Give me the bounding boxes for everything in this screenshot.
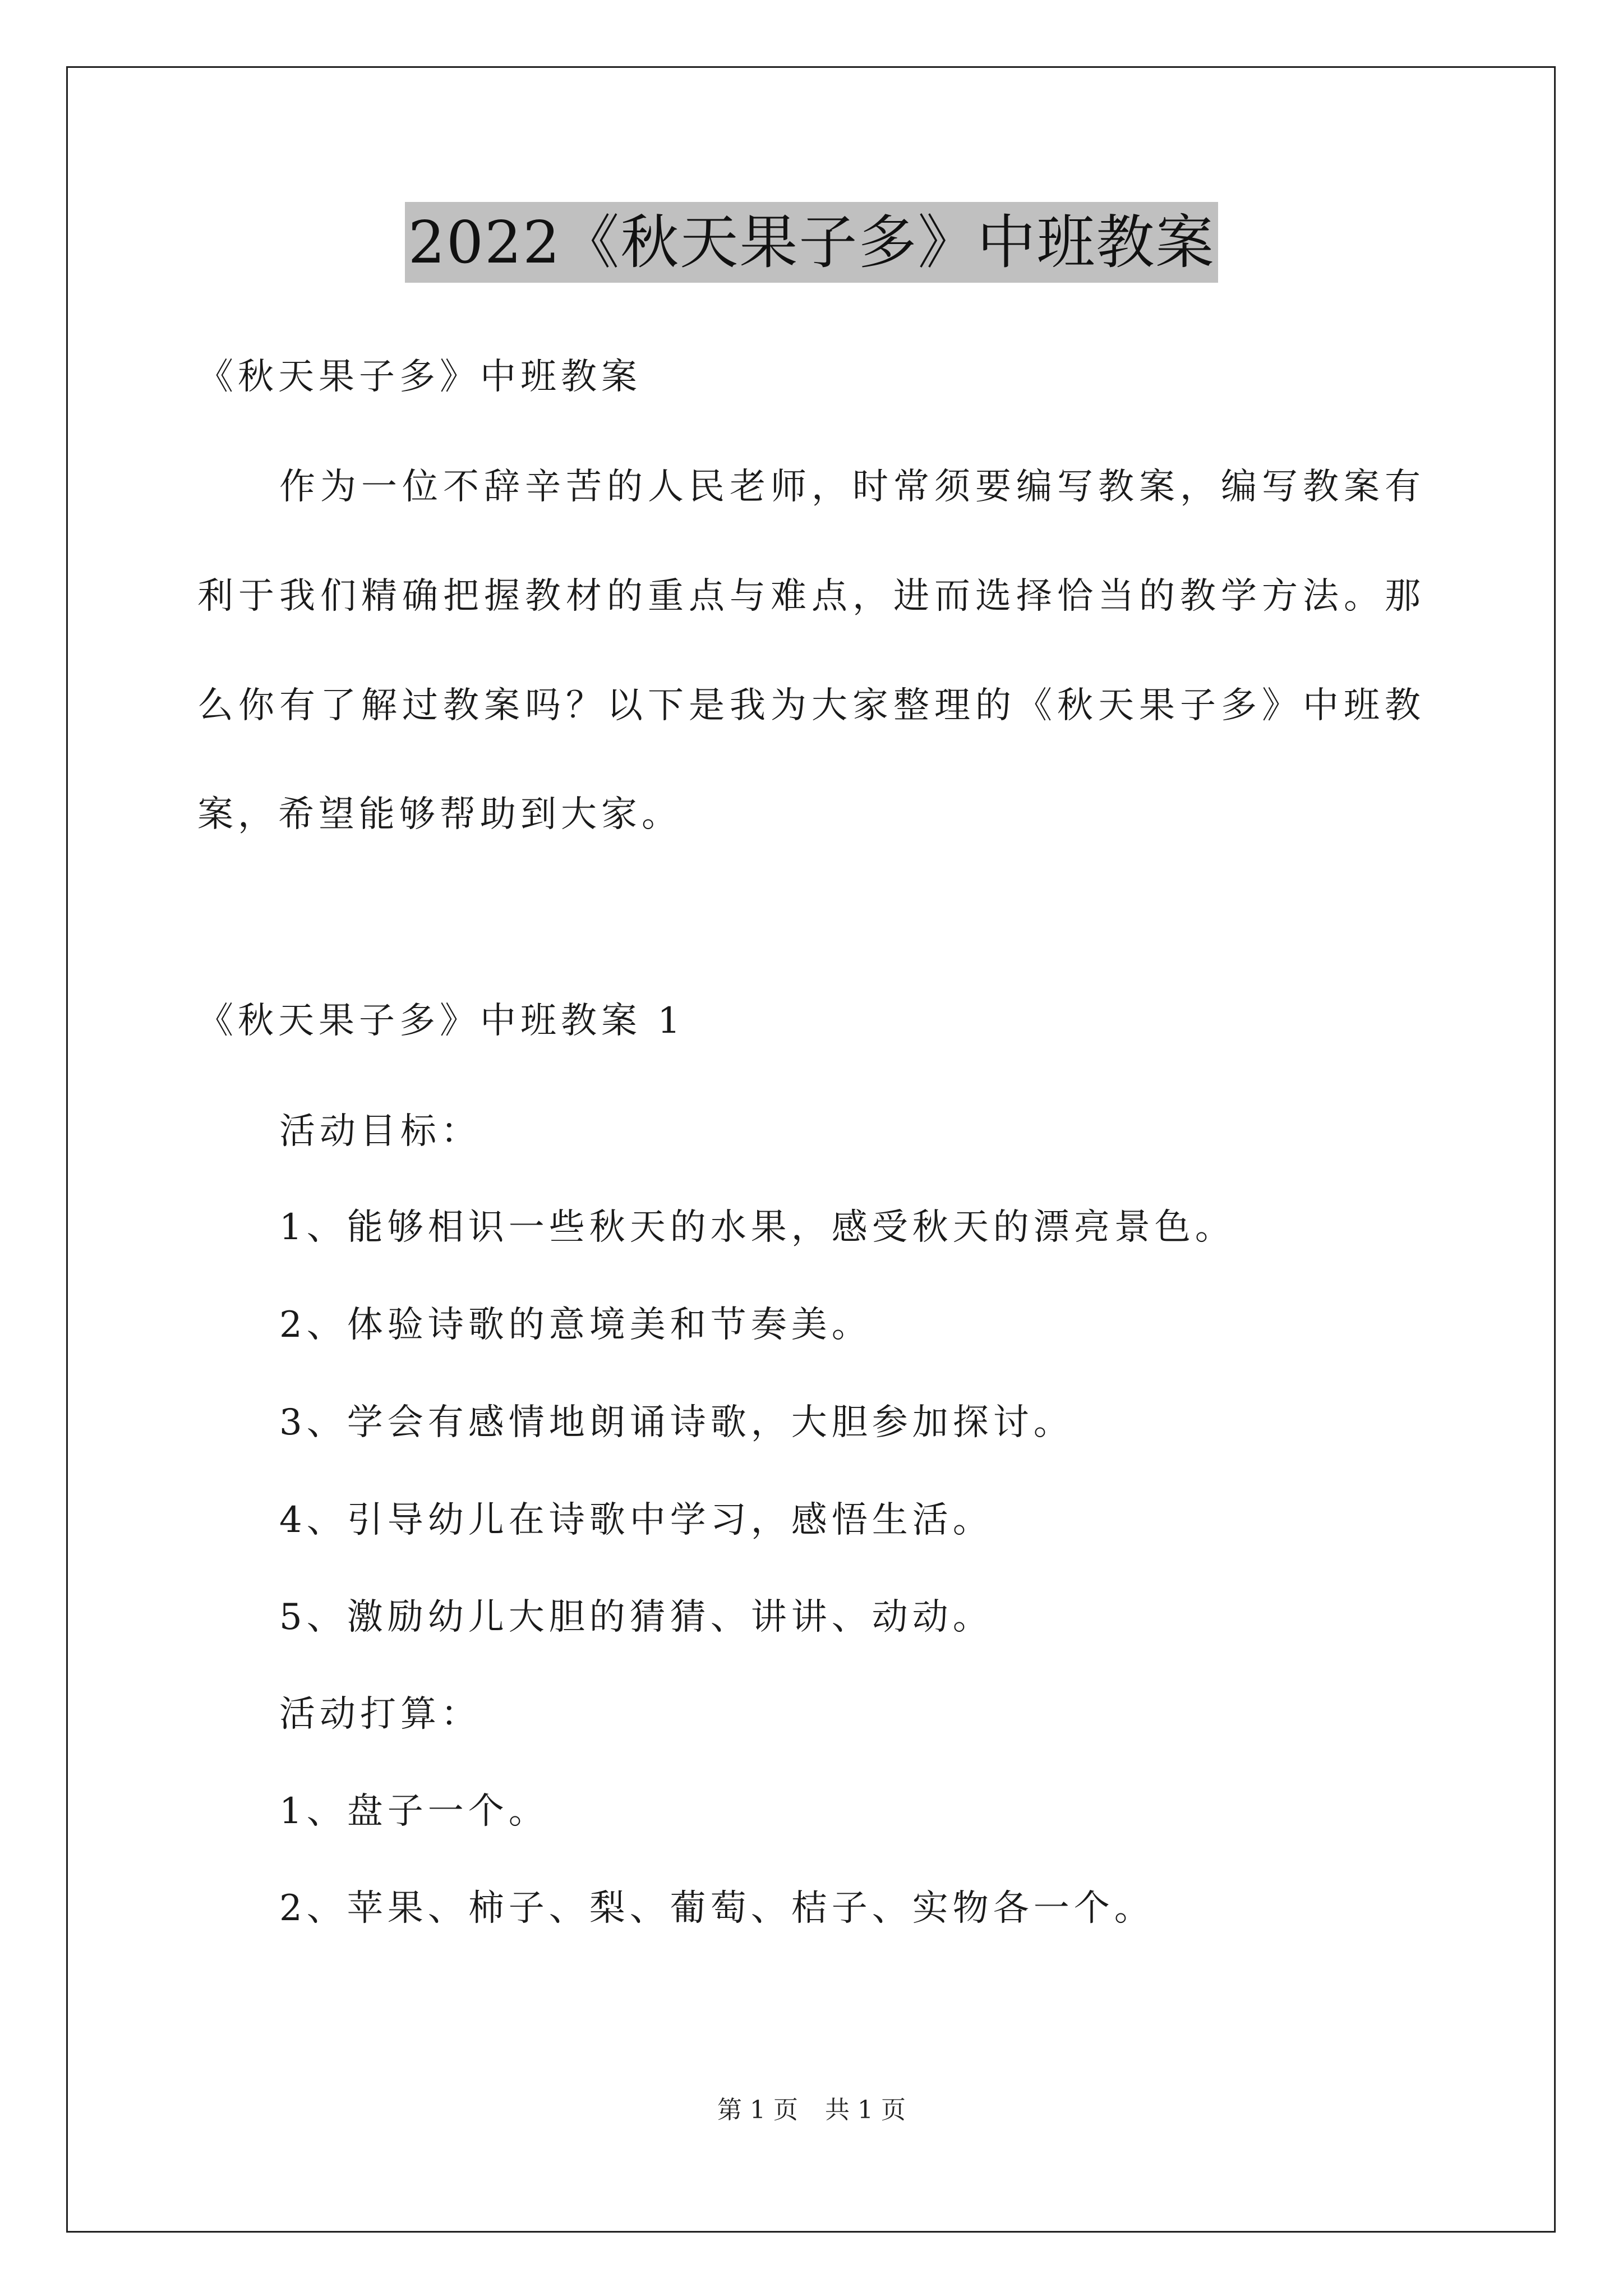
intro-line: 作为一位不辞辛苦的人民老师，时常须要编写教案，编写教案有 xyxy=(279,466,1426,508)
goals-heading: 活动目标： xyxy=(279,1111,481,1152)
page-total: 共 1 页 xyxy=(825,2096,906,2124)
prep-item: 1、盘子一个。 xyxy=(279,1791,549,1832)
page-footer xyxy=(0,2093,1623,2127)
subtitle: 《秋天果子多》中班教案 xyxy=(197,356,642,398)
goal-item: 2、体验诗歌的意境美和节奏美。 xyxy=(279,1304,872,1346)
page-number: 第 1 页 xyxy=(717,2096,798,2124)
section-heading: 《秋天果子多》中班教案 1 xyxy=(197,1000,685,1042)
intro-line: 么你有了解过教案吗？以下是我为大家整理的《秋天果子多》中班教 xyxy=(197,685,1426,726)
goal-item: 5、激励幼儿大胆的猜猜、讲讲、动动。 xyxy=(279,1596,993,1638)
goal-item: 4、引导幼儿在诗歌中学习，感悟生活。 xyxy=(279,1499,993,1541)
intro-line: 案，希望能够帮助到大家。 xyxy=(197,794,682,835)
goal-item: 1、能够相识一些秋天的水果，感受秋天的漂亮景色。 xyxy=(279,1207,1235,1248)
title-block xyxy=(0,202,1623,283)
goal-item: 3、学会有感情地朗诵诗歌，大胆参加探讨。 xyxy=(279,1402,1074,1443)
intro-line: 利于我们精确把握教材的重点与难点，进而选择恰当的教学方法。那 xyxy=(197,576,1426,617)
prep-item: 2、苹果、柿子、梨、葡萄、桔子、实物各一个。 xyxy=(279,1888,1155,1929)
document-title: 2022《秋天果子多》中班教案 xyxy=(405,202,1219,283)
prep-heading: 活动打算： xyxy=(279,1694,481,1735)
